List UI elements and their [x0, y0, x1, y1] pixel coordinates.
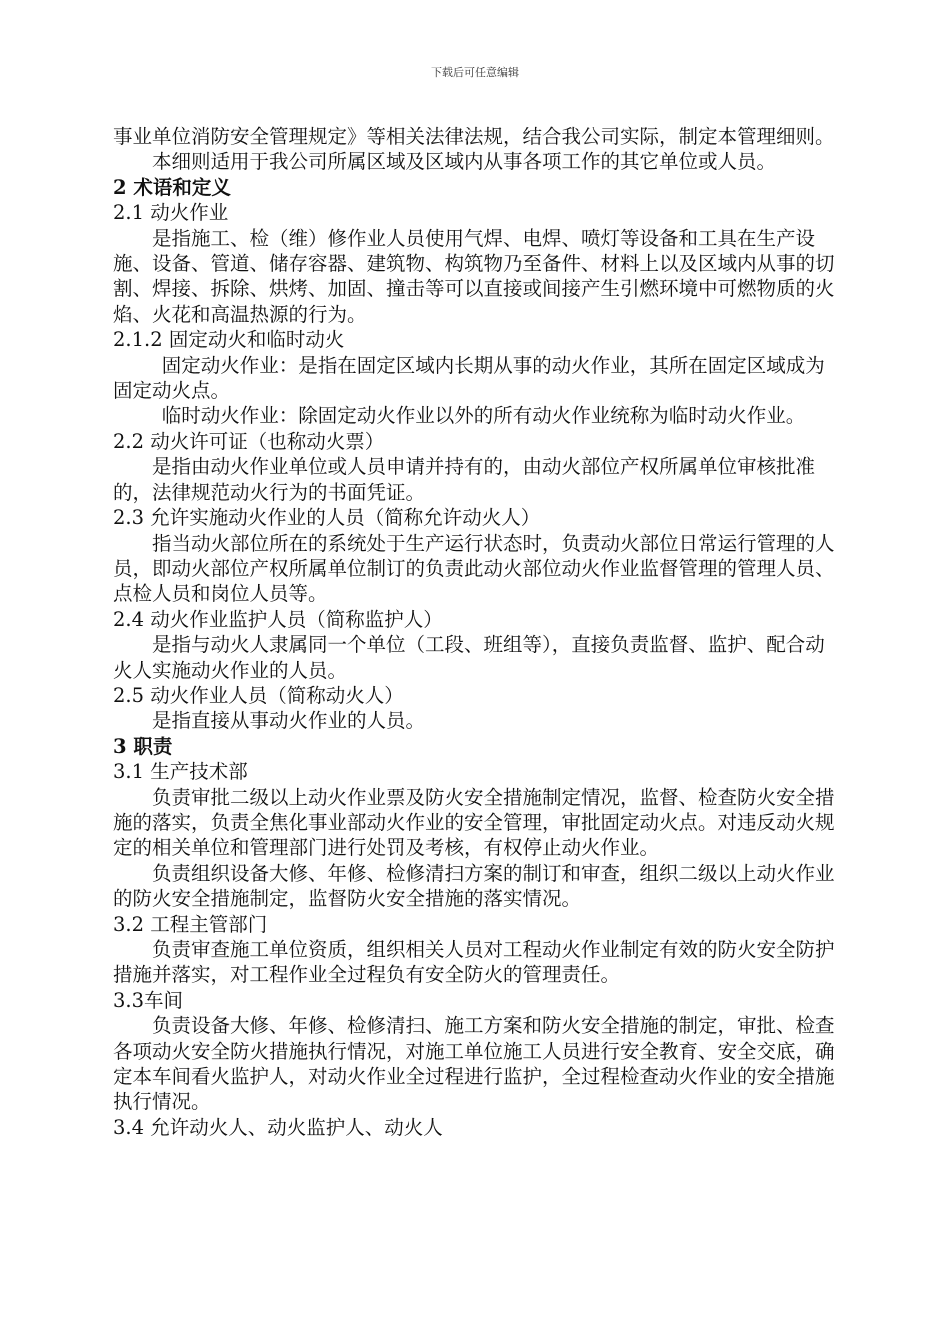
paragraph: 指当动火部位所在的系统处于生产运行状态时，负责动火部位日常运行管理的人员，即动火部位产权所属单位制订的负责此动火部位动火作业监督管理的管理人员、点检人员和岗位人员等。 [113, 531, 835, 606]
subsection-heading: 3.3车间 [113, 988, 184, 1012]
paragraph: 本细则适用于我公司所属区域及区域内从事各项工作的其它单位或人员。 [152, 150, 777, 174]
paragraph: 负责组织设备大修、年修、检修清扫方案的制订和审查，组织二级以上动火作业的防火安全措施制定，监督防火安全措施的落实情况。 [113, 861, 835, 911]
subsection-heading: 2.2 动火许可证（也称动火票） [113, 429, 385, 453]
paragraph: 负责设备大修、年修、检修清扫、施工方案和防火安全措施的制定，审批、检查各项动火安全防火措施执行情况，对施工单位施工人员进行安全教育、安全交底，确定本车间看火监护人，对动火作业全过程进行监护，全过程检查动火作业的安全措施执行情况。 [113, 1014, 835, 1114]
document-body [113, 124, 843, 1140]
subsection-heading: 3.2 工程主管部门 [113, 912, 268, 936]
subsection-heading: 2.4 动火作业监护人员（简称监护人） [113, 607, 443, 631]
paragraph: 临时动火作业：除固定动火作业以外的所有动火作业统称为临时动火作业。 [161, 404, 806, 428]
subsection-heading: 2.1.2 固定动火和临时动火 [113, 328, 345, 352]
subsection-heading: 2.1 动火作业 [113, 201, 229, 225]
paragraph: 负责审查施工单位资质，组织相关人员对工程动火作业制定有效的防火安全防护措施并落实，对工程作业全过程负有安全防火的管理责任。 [113, 938, 835, 987]
paragraph: 是指与动火人隶属同一个单位（工段、班组等），直接负责监督、监护、配合动火人实施动火作业的人员。 [113, 633, 825, 682]
section-heading: 2 术语和定义 [113, 175, 231, 199]
section-heading: 3 职责 [113, 734, 173, 758]
page-header: 下载后可任意编辑 [431, 66, 519, 79]
subsection-heading: 3.4 允许动火人、动火监护人、动火人 [113, 1115, 443, 1139]
paragraph: 负责审批二级以上动火作业票及防火安全措施制定情况，监督、检查防火安全措施的落实，负责全焦化事业部动火作业的安全管理，审批固定动火点。对违反动火规定的相关单位和管理部门进行处罚及考核，有权停止动火作业。 [113, 785, 835, 860]
subsection-heading: 3.1 生产技术部 [113, 760, 248, 784]
paragraph: 事业单位消防安全管理规定》等相关法律法规，结合我公司实际，制定本管理细则。 [113, 125, 835, 148]
paragraph: 是指由动火作业单位或人员申请并持有的，由动火部位产权所属单位审核批准的，法律规范动火行为的书面凭证。 [113, 455, 816, 504]
paragraph: 是指施工、检（维）修作业人员使用气焊、电焊、喷灯等设备和工具在生产设施、设备、管道、储存容器、建筑物、构筑物乃至备件、材料上以及区域内从事的切割、焊接、拆除、烘烤、加固、撞击等可以直接或间接产生引燃环境中可燃物质的火焰、火花和高温热源的行为。 [113, 226, 835, 326]
paragraph: 固定动火作业：是指在固定区域内长期从事的动火作业，其所在固定区域成为固定动火点。 [113, 353, 825, 403]
subsection-heading: 2.3 允许实施动火作业的人员（简称允许动火人） [113, 506, 541, 530]
subsection-heading: 2.5 动火作业人员（简称动火人） [113, 683, 404, 707]
paragraph: 是指直接从事动火作业的人员。 [152, 709, 426, 733]
